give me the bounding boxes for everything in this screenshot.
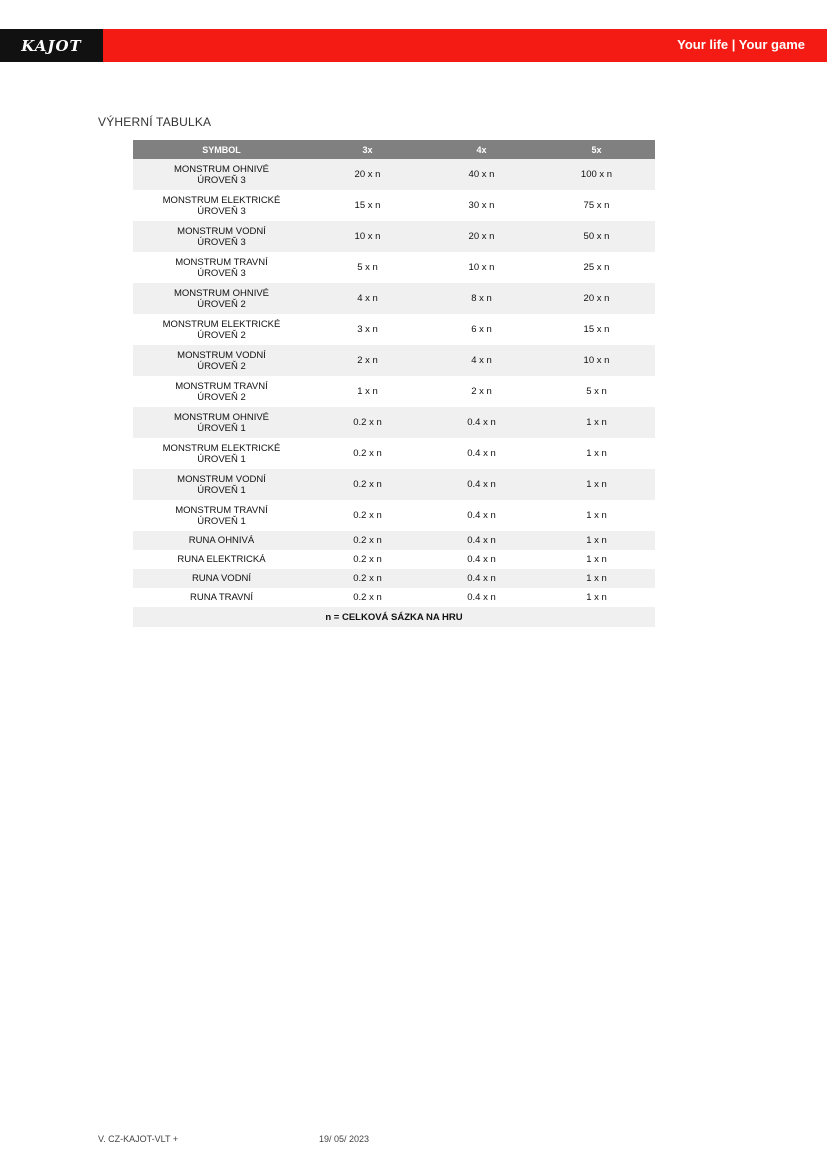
symbol-line: MONSTRUM OHNIVÉ bbox=[174, 287, 269, 299]
payout-cell-x4: 30 x n bbox=[425, 190, 538, 221]
table-row bbox=[133, 221, 655, 252]
payout-cell-x4: 10 x n bbox=[425, 252, 538, 283]
payout-cell-x4: 8 x n bbox=[425, 283, 538, 314]
symbol-line: MONSTRUM ELEKTRICKÉ bbox=[162, 194, 281, 206]
symbol-cell bbox=[133, 159, 310, 190]
payout-cell-x5: 1 x n bbox=[538, 531, 655, 550]
footer-date: 19/ 05/ 2023 bbox=[319, 1134, 370, 1144]
payout-cell-x3: 0.2 x n bbox=[310, 569, 425, 588]
table-row bbox=[133, 190, 655, 221]
symbol-line: MONSTRUM TRAVNÍ bbox=[175, 504, 268, 516]
table-row bbox=[133, 252, 655, 283]
payout-cell-x4: 0.4 x n bbox=[425, 469, 538, 500]
payout-cell-x4: 0.4 x n bbox=[425, 438, 538, 469]
symbol-line: ÚROVEŇ 1 bbox=[197, 515, 246, 527]
table-row bbox=[133, 345, 655, 376]
payout-cell-x4: 6 x n bbox=[425, 314, 538, 345]
paytable-header-row bbox=[133, 140, 655, 159]
payout-cell-x4: 2 x n bbox=[425, 376, 538, 407]
symbol-line: ÚROVEŇ 2 bbox=[197, 298, 246, 310]
symbol-cell bbox=[133, 569, 310, 588]
footer-version: V. CZ-KAJOT-VLT + bbox=[98, 1134, 179, 1144]
payout-cell-x5: 1 x n bbox=[538, 569, 655, 588]
symbol-cell bbox=[133, 190, 310, 221]
payout-cell-x3: 4 x n bbox=[310, 283, 425, 314]
payout-cell-x4: 4 x n bbox=[425, 345, 538, 376]
symbol-line: RUNA VODNÍ bbox=[191, 573, 252, 584]
symbol-line: ÚROVEŇ 1 bbox=[197, 422, 246, 434]
payout-cell-x4: 40 x n bbox=[425, 159, 538, 190]
symbol-line: ÚROVEŇ 3 bbox=[197, 174, 246, 186]
payout-cell-x3: 3 x n bbox=[310, 314, 425, 345]
symbol-cell bbox=[133, 252, 310, 283]
symbol-line: MONSTRUM TRAVNÍ bbox=[175, 380, 268, 392]
symbol-cell bbox=[133, 345, 310, 376]
header-symbol: SYMBOL bbox=[133, 140, 310, 159]
symbol-line: MONSTRUM VODNÍ bbox=[177, 225, 266, 237]
header-bar bbox=[0, 29, 827, 62]
symbol-cell bbox=[133, 314, 310, 345]
table-row bbox=[133, 407, 655, 438]
payout-cell-x4: 0.4 x n bbox=[425, 407, 538, 438]
slogan: Your life | Your game bbox=[677, 37, 805, 52]
symbol-line: MONSTRUM OHNIVÉ bbox=[174, 411, 269, 423]
symbol-line: MONSTRUM ELEKTRICKÉ bbox=[162, 442, 281, 454]
symbol-cell bbox=[133, 500, 310, 531]
symbol-line: RUNA TRAVNÍ bbox=[190, 592, 253, 603]
symbol-cell bbox=[133, 438, 310, 469]
symbol-cell bbox=[133, 588, 310, 607]
table-row bbox=[133, 569, 655, 588]
table-row bbox=[133, 588, 655, 607]
symbol-line: MONSTRUM ELEKTRICKÉ bbox=[162, 318, 281, 330]
payout-cell-x4: 0.4 x n bbox=[425, 500, 538, 531]
payout-cell-x3: 5 x n bbox=[310, 252, 425, 283]
payout-cell-x5: 1 x n bbox=[538, 500, 655, 531]
header-3x: 3x bbox=[310, 140, 425, 159]
symbol-line: RUNA ELEKTRICKÁ bbox=[177, 554, 266, 565]
payout-cell-x4: 0.4 x n bbox=[425, 550, 538, 569]
symbol-cell bbox=[133, 407, 310, 438]
symbol-line: MONSTRUM TRAVNÍ bbox=[175, 256, 268, 268]
table-row bbox=[133, 469, 655, 500]
payout-cell-x3: 0.2 x n bbox=[310, 407, 425, 438]
symbol-line: MONSTRUM VODNÍ bbox=[177, 349, 266, 361]
payout-cell-x4: 0.4 x n bbox=[425, 569, 538, 588]
symbol-line: ÚROVEŇ 1 bbox=[197, 453, 246, 465]
table-row bbox=[133, 159, 655, 190]
payout-cell-x5: 1 x n bbox=[538, 588, 655, 607]
payout-cell-x5: 25 x n bbox=[538, 252, 655, 283]
payout-cell-x3: 0.2 x n bbox=[310, 438, 425, 469]
header-4x: 4x bbox=[425, 140, 538, 159]
symbol-cell bbox=[133, 469, 310, 500]
payout-cell-x3: 0.2 x n bbox=[310, 500, 425, 531]
symbol-line: ÚROVEŇ 3 bbox=[197, 205, 246, 217]
paytable bbox=[133, 140, 655, 627]
payout-cell-x3: 2 x n bbox=[310, 345, 425, 376]
payout-cell-x5: 5 x n bbox=[538, 376, 655, 407]
symbol-line: ÚROVEŇ 2 bbox=[197, 360, 246, 372]
payout-cell-x5: 1 x n bbox=[538, 407, 655, 438]
payout-cell-x3: 0.2 x n bbox=[310, 531, 425, 550]
payout-cell-x5: 1 x n bbox=[538, 550, 655, 569]
payout-cell-x4: 0.4 x n bbox=[425, 531, 538, 550]
page-title: VÝHERNÍ TABULKA bbox=[98, 115, 212, 129]
header-5x: 5x bbox=[538, 140, 655, 159]
payout-cell-x3: 15 x n bbox=[310, 190, 425, 221]
table-note: n = CELKOVÁ SÁZKA NA HRU bbox=[133, 607, 655, 627]
payout-cell-x3: 0.2 x n bbox=[310, 469, 425, 500]
table-row bbox=[133, 438, 655, 469]
payout-cell-x3: 10 x n bbox=[310, 221, 425, 252]
symbol-cell bbox=[133, 221, 310, 252]
logo-text: KAJOT bbox=[21, 36, 82, 55]
payout-cell-x5: 100 x n bbox=[538, 159, 655, 190]
symbol-line: RUNA OHNIVÁ bbox=[188, 535, 255, 546]
table-row bbox=[133, 283, 655, 314]
payout-cell-x5: 1 x n bbox=[538, 438, 655, 469]
payout-cell-x4: 0.4 x n bbox=[425, 588, 538, 607]
payout-cell-x5: 50 x n bbox=[538, 221, 655, 252]
symbol-cell bbox=[133, 550, 310, 569]
payout-cell-x3: 0.2 x n bbox=[310, 588, 425, 607]
symbol-line: MONSTRUM OHNIVÉ bbox=[174, 163, 269, 175]
payout-cell-x3: 20 x n bbox=[310, 159, 425, 190]
payout-cell-x5: 20 x n bbox=[538, 283, 655, 314]
symbol-cell bbox=[133, 376, 310, 407]
payout-cell-x3: 1 x n bbox=[310, 376, 425, 407]
symbol-cell bbox=[133, 283, 310, 314]
table-row bbox=[133, 550, 655, 569]
payout-cell-x5: 75 x n bbox=[538, 190, 655, 221]
symbol-line: ÚROVEŇ 3 bbox=[197, 236, 246, 248]
symbol-line: MONSTRUM VODNÍ bbox=[177, 473, 266, 485]
payout-cell-x3: 0.2 x n bbox=[310, 550, 425, 569]
paytable-body bbox=[133, 159, 655, 627]
table-note-row bbox=[133, 607, 655, 627]
table-row bbox=[133, 500, 655, 531]
symbol-line: ÚROVEŇ 3 bbox=[197, 267, 246, 279]
table-row bbox=[133, 314, 655, 345]
symbol-line: ÚROVEŇ 2 bbox=[197, 329, 246, 341]
table-row bbox=[133, 531, 655, 550]
table-row bbox=[133, 376, 655, 407]
payout-cell-x5: 1 x n bbox=[538, 469, 655, 500]
symbol-line: ÚROVEŇ 2 bbox=[197, 391, 246, 403]
logo bbox=[0, 29, 103, 62]
payout-cell-x4: 20 x n bbox=[425, 221, 538, 252]
symbol-line: ÚROVEŇ 1 bbox=[197, 484, 246, 496]
payout-cell-x5: 15 x n bbox=[538, 314, 655, 345]
symbol-cell bbox=[133, 531, 310, 550]
payout-cell-x5: 10 x n bbox=[538, 345, 655, 376]
